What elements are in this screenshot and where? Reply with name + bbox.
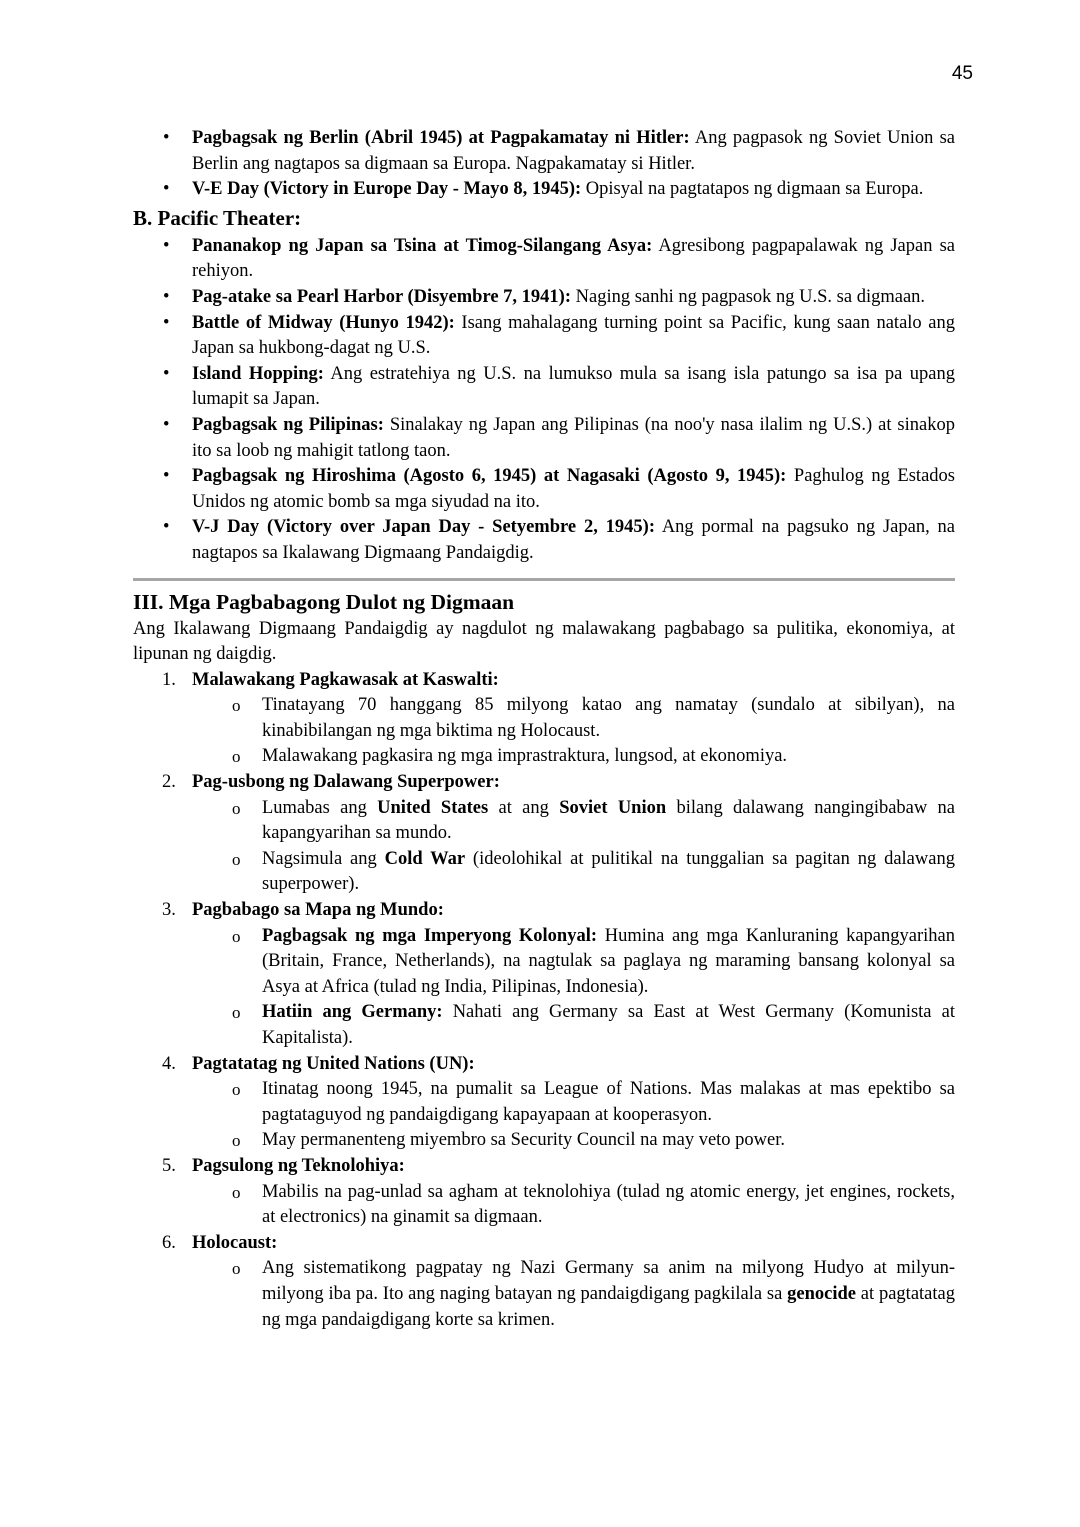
list-item-text: Paghulog ng Estados Unidos ng atomic bomb sa mga siyudad na ito. bbox=[192, 466, 955, 512]
item-number: 1. bbox=[162, 669, 176, 690]
numbered-item bbox=[133, 1052, 955, 1154]
section-divider bbox=[133, 578, 955, 581]
circle-bullet-icon: o bbox=[232, 798, 241, 818]
list-item-text: Agresibong pagpapalawak ng Japan sa rehiyon. bbox=[192, 235, 955, 282]
sub-item-text-2: at ang bbox=[488, 797, 560, 818]
sub-list-item bbox=[192, 744, 955, 770]
circle-bullet-icon: o bbox=[232, 1131, 241, 1151]
circle-bullet-icon: o bbox=[232, 849, 241, 869]
section-iii-intro: Ang Ikalawang Digmaang Pandaigdig ay nagdulot ng malawakang pagbabago sa pulitika, ekonomiya, at lipunan ng daigdig. bbox=[133, 618, 955, 665]
list-item-term: Pananakop ng Japan sa Tsina at Timog-Silangang Asya: bbox=[192, 235, 653, 256]
sub-list-item bbox=[192, 924, 955, 1001]
sub-item-text: Malawakang pagkasira ng mga imprastraktura, lungsod, at ekonomiya. bbox=[262, 746, 788, 767]
sub-item-text-2: at pagtatatag ng mga pandaigdigang korte sa krimen. bbox=[262, 1283, 955, 1330]
section-a-bullet-list bbox=[133, 126, 955, 203]
list-item-term: Island Hopping: bbox=[192, 363, 324, 384]
list-item-text: Ang pagpasok ng Soviet Union sa Berlin ang nagtapos sa digmaan sa Europa. Nagpakamatay si Hitler. bbox=[192, 128, 955, 174]
sub-list-item bbox=[192, 1128, 955, 1154]
list-item bbox=[133, 177, 955, 203]
item-title: Pag-usbong ng Dalawang Superpower: bbox=[192, 772, 500, 793]
circle-bullet-icon: o bbox=[232, 1003, 241, 1023]
list-item-term: Pag-atake sa Pearl Harbor (Disyembre 7, 1941): bbox=[192, 286, 572, 307]
numbered-item bbox=[133, 668, 955, 770]
bullet-icon: • bbox=[163, 466, 170, 487]
sub-list-item bbox=[192, 1180, 955, 1231]
circle-bullet-icon: o bbox=[232, 1259, 241, 1279]
item-number: 4. bbox=[162, 1053, 176, 1074]
list-item bbox=[133, 362, 955, 413]
list-item-text: Opisyal na pagtatapos ng digmaan sa Europa. bbox=[581, 179, 924, 200]
bullet-icon: • bbox=[163, 179, 170, 200]
sub-list-item bbox=[192, 1077, 955, 1128]
sub-item-text: May permanenteng miyembro sa Security Council na may veto power. bbox=[262, 1130, 786, 1151]
sub-item-term: Hatiin ang Germany: bbox=[262, 1002, 443, 1023]
bullet-icon: • bbox=[163, 128, 170, 148]
sub-list-item bbox=[192, 693, 955, 744]
sub-list-item bbox=[192, 1000, 955, 1051]
list-item bbox=[133, 285, 955, 311]
numbered-item bbox=[133, 1154, 955, 1231]
sub-item-text-2: (ideolohikal at pulitikal na tunggalian sa pagitan ng dalawang superpower). bbox=[262, 848, 955, 895]
numbered-item bbox=[133, 898, 955, 1052]
circle-bullet-icon: o bbox=[232, 696, 241, 716]
sub-item-emphasis: Cold War bbox=[384, 848, 466, 869]
sub-list-item bbox=[192, 847, 955, 898]
sub-item-text: Mabilis na pag-unlad sa agham at teknolohiya (tulad ng atomic energy, jet engines, rockets, at electronics) na ginamit sa digmaan. bbox=[262, 1181, 955, 1228]
bullet-icon: • bbox=[163, 414, 170, 435]
item-title: Pagbabago sa Mapa ng Mundo: bbox=[192, 900, 444, 921]
sub-item-text: Ang sistematikong pagpatay ng Nazi Germany sa anim na milyong Hudyo at milyun-milyong iba pa. Ito ang naging batayan ng pandaigdigang pagkilala sa bbox=[262, 1258, 955, 1304]
list-item-term: Battle of Midway (Hunyo 1942): bbox=[192, 312, 455, 333]
sub-list bbox=[192, 1077, 955, 1154]
bullet-icon: • bbox=[163, 363, 170, 384]
sub-item-text: Tinatayang 70 hanggang 85 milyong katao ang namatay (sundalo at sibilyan), na kinabibilangan ng mga biktima ng Holocaust. bbox=[262, 695, 955, 741]
list-item bbox=[133, 464, 955, 515]
circle-bullet-icon: o bbox=[232, 926, 241, 946]
list-item bbox=[133, 413, 955, 464]
page-content bbox=[133, 126, 955, 1333]
page-number: 45 bbox=[951, 63, 973, 84]
sub-list bbox=[192, 796, 955, 898]
circle-bullet-icon: o bbox=[232, 1182, 241, 1202]
circle-bullet-icon: o bbox=[232, 1080, 241, 1100]
item-title: Pagtatatag ng United Nations (UN): bbox=[192, 1053, 475, 1074]
sub-item-text: Humina ang mga Kanluraning kapangyarihan (Britain, France, Netherlands), na nagtulak sa paglaya ng maraming bansang kolonyal sa Asya at Africa (tulad ng India, Pilipinas, Indonesia). bbox=[262, 925, 955, 997]
numbered-item bbox=[133, 770, 955, 898]
sub-item-text: Nahati ang Germany sa East at West Germany (Komunista at Kapitalista). bbox=[262, 1002, 955, 1048]
list-item-text: Isang mahalagang turning point sa Pacific, kung saan natalo ang Japan sa hukbong-dagat ng U.S. bbox=[192, 312, 955, 359]
list-item-term: V-E Day (Victory in Europe Day - Mayo 8, 1945): bbox=[192, 179, 582, 200]
section-iii-heading: III. Mga Pagbabagong Dulot ng Digmaan bbox=[133, 589, 515, 614]
bullet-icon: • bbox=[163, 517, 170, 538]
list-item bbox=[133, 311, 955, 362]
sub-list bbox=[192, 693, 955, 770]
section-b-bullet-list bbox=[133, 234, 955, 567]
section-iii-numbered-list bbox=[133, 668, 955, 1333]
list-item bbox=[133, 126, 955, 177]
list-item bbox=[133, 234, 955, 285]
list-item-text: Ang estratehiya ng U.S. na lumukso mula sa isang isla patungo sa isa pa upang lumapit sa Japan. bbox=[192, 363, 955, 410]
bullet-icon: • bbox=[163, 235, 170, 256]
list-item-text: Sinalakay ng Japan ang Pilipinas (na noo'y nasa ilalim ng U.S.) at sinakop ito sa loob ng mahigit tatlong taon. bbox=[192, 414, 955, 461]
sub-list bbox=[192, 924, 955, 1052]
item-title: Pagsulong ng Teknolohiya: bbox=[192, 1155, 405, 1176]
sub-list-item bbox=[192, 1256, 955, 1333]
circle-bullet-icon: o bbox=[232, 747, 241, 767]
list-item-term: V-J Day (Victory over Japan Day - Setyembre 2, 1945): bbox=[192, 517, 655, 538]
sub-item-emphasis-2: Soviet Union bbox=[559, 797, 667, 818]
section-b-heading: B. Pacific Theater: bbox=[133, 205, 302, 230]
sub-item-text: Lumabas ang bbox=[262, 797, 378, 818]
numbered-item bbox=[133, 1231, 955, 1333]
item-title: Holocaust: bbox=[192, 1232, 278, 1253]
item-number: 2. bbox=[162, 772, 176, 793]
item-number: 3. bbox=[162, 900, 176, 921]
sub-item-text: Nagsimula ang bbox=[262, 848, 385, 869]
bullet-icon: • bbox=[163, 286, 170, 307]
sub-list bbox=[192, 1256, 955, 1333]
item-number: 6. bbox=[162, 1232, 176, 1253]
list-item-term: Pagbagsak ng Pilipinas: bbox=[192, 414, 384, 435]
sub-item-emphasis: genocide bbox=[787, 1283, 856, 1304]
sub-list-item bbox=[192, 796, 955, 847]
item-number: 5. bbox=[162, 1155, 176, 1176]
sub-item-term: Pagbagsak ng mga Imperyong Kolonyal: bbox=[262, 925, 598, 946]
sub-item-text: Itinatag noong 1945, na pumalit sa League of Nations. Mas malakas at mas epektibo sa pagtataguyod ng pandaigdigang kapayapaan at kooperasyon. bbox=[262, 1079, 955, 1125]
list-item bbox=[133, 515, 955, 566]
bullet-icon: • bbox=[163, 312, 170, 333]
sub-item-emphasis: United States bbox=[377, 797, 489, 818]
item-title: Malawakang Pagkawasak at Kaswalti: bbox=[192, 669, 499, 690]
sub-item-text-3: bilang dalawang nangingibabaw na kapangyarihan sa mundo. bbox=[262, 797, 956, 844]
list-item-term: Pagbagsak ng Hiroshima (Agosto 6, 1945) at Nagasaki (Agosto 9, 1945): bbox=[192, 466, 787, 487]
list-item-text: Naging sanhi ng pagpasok ng U.S. sa digmaan. bbox=[571, 286, 926, 307]
sub-list bbox=[192, 1180, 955, 1231]
list-item-text: Ang pormal na pagsuko ng Japan, na nagtapos sa Ikalawang Digmaang Pandaigdig. bbox=[192, 517, 956, 563]
list-item-term: Pagbagsak ng Berlin (Abril 1945) at Pagpakamatay ni Hitler: bbox=[192, 128, 690, 148]
